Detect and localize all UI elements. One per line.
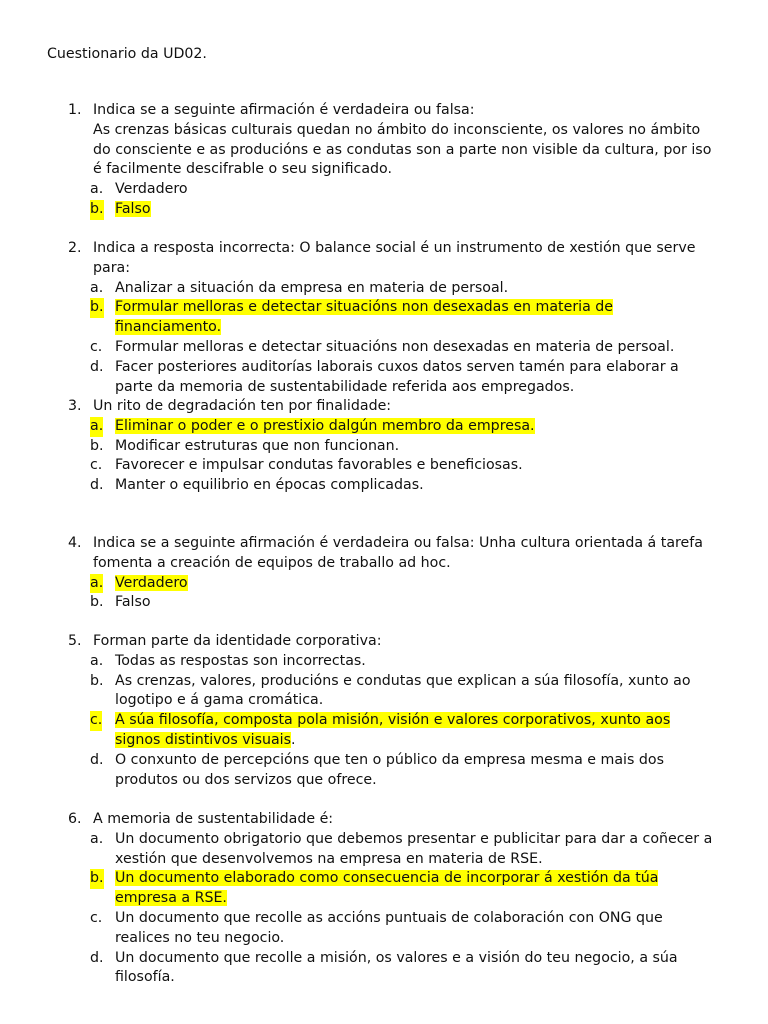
option-letter: b. [90,298,104,318]
option-letter: d. [90,949,104,966]
option-letter: a. [90,574,103,594]
option-letter: b. [90,672,104,689]
question-1 [68,101,718,220]
option-letter: a. [90,279,104,296]
option-text: Manter o equilibrio en épocas complicadas. [115,477,424,494]
option-6b-highlighted [68,869,718,909]
option-letter: a. [90,830,104,847]
option-letter: b. [90,200,104,220]
option-letter: d. [90,358,104,375]
question-number: 4. [68,535,82,551]
option-text: Modificar estruturas que non funcionan. [115,437,400,454]
question-number: 2. [68,240,82,256]
option-2b-highlighted [68,298,718,338]
option-text-tail: . [290,731,296,748]
option-letter: a. [90,181,104,198]
option-text: Formular melloras e detectar situacións non desexadas en materia de persoal. [115,338,675,355]
option-6a [68,830,718,870]
option-2c [68,338,718,358]
option-letter: b. [90,594,104,611]
option-letter: c. [90,909,103,926]
option-letter: c. [90,338,103,355]
option-4b [68,593,718,613]
option-3b [68,437,718,457]
option-text: Un documento elaborado como consecuencia de incorporar á xestión da túa empresa a RSE. [115,870,659,907]
option-text: Formular melloras e detectar situacións non desexadas en materia de financiamento. [115,299,614,336]
question-6 [68,810,718,988]
question-number: 1. [68,102,82,118]
question-text: A memoria de sustentabilidade é: [93,811,334,827]
option-text: Eliminar o poder e o prestixio dalgún membro da empresa. [115,417,535,434]
option-2a [68,279,718,299]
option-letter: b. [90,437,104,454]
option-3a-highlighted [68,417,718,437]
option-text: Analizar a situación da empresa en materia de persoal. [115,279,509,296]
option-letter: c. [90,457,103,474]
question-text: Un rito de degradación ten por finalidade: [93,398,392,414]
option-text: Favorecer e impulsar condutas favorables e beneficiosas. [115,457,523,474]
option-text: Facer posteriores auditorías laborais cuxos datos serven tamén para elaborar a parte da memoria de sustentabilidade referida aos empregados. [115,358,679,395]
option-2d [68,358,718,398]
question-number: 5. [68,633,82,649]
option-5b [68,672,718,712]
option-1a [68,180,718,200]
option-6c [68,909,718,949]
option-letter: b. [90,869,104,889]
option-letter: d. [90,477,104,494]
option-text: Verdadero [115,574,188,591]
option-text: A súa filosofía, composta pola misión, visión e valores corporativos, xunto aos signos distintivos visuais [115,712,671,748]
option-text: Falso [115,594,151,611]
option-text: Un documento que recolle a misión, os valores e a visión do teu negocio, a súa filosofía. [115,949,678,986]
option-text: Verdadero [115,181,188,198]
option-text: Falso [115,200,151,217]
option-5a [68,652,718,672]
option-4a-highlighted [68,574,718,594]
option-letter: a. [90,652,104,669]
question-3 [68,397,718,496]
option-text: O conxunto de percepcións que ten o público da empresa mesma e mais dos produtos ou dos servizos que ofrece. [115,751,664,788]
option-1b-highlighted [68,200,718,220]
question-text: Forman parte da identidade corporativa: [93,633,382,649]
question-text: Indica se a seguinte afirmación é verdadeira ou falsa: Unha cultura orientada á tarefa fomenta a creación de equipos de traballo ad hoc. [93,535,703,571]
question-5 [68,632,718,790]
question-text: Indica a resposta incorrecta: O balance social é un instrumento de xestión que serve para: [93,240,696,276]
option-letter: a. [90,417,103,437]
question-2 [68,239,718,397]
question-number: 3. [68,398,82,414]
question-statement: As crenzas básicas culturais quedan no ámbito do inconsciente, os valores no ámbito do consciente e as producións e as condutas son a parte non visible da cultura, por iso é facilmente descifrable o seu significado. [93,121,712,178]
option-5c-highlighted [68,711,718,751]
option-text: Un documento que recolle as accións puntuais de colaboración con ONG que realices no teu negocio. [115,909,663,946]
question-number: 6. [68,811,82,827]
document-title: Cuestionario da UD02. [47,46,207,62]
option-letter: c. [90,711,102,731]
option-text: Un documento obrigatorio que debemos presentar e publicitar para dar a coñecer a xestión que desenvolvemos na empresa en materia de RSE. [115,830,713,867]
option-3d [68,476,718,496]
question-text: Indica se a seguinte afirmación é verdadeira ou falsa: [93,102,475,118]
option-6d [68,949,718,989]
option-letter: d. [90,751,104,768]
option-text: Todas as respostas son incorrectas. [115,652,366,669]
option-3c [68,456,718,476]
option-text: As crenzas, valores, producións e condutas que explican a súa filosofía, xunto ao logotipo e á gama cromática. [115,672,691,709]
option-5d [68,751,718,791]
question-4 [68,534,718,613]
